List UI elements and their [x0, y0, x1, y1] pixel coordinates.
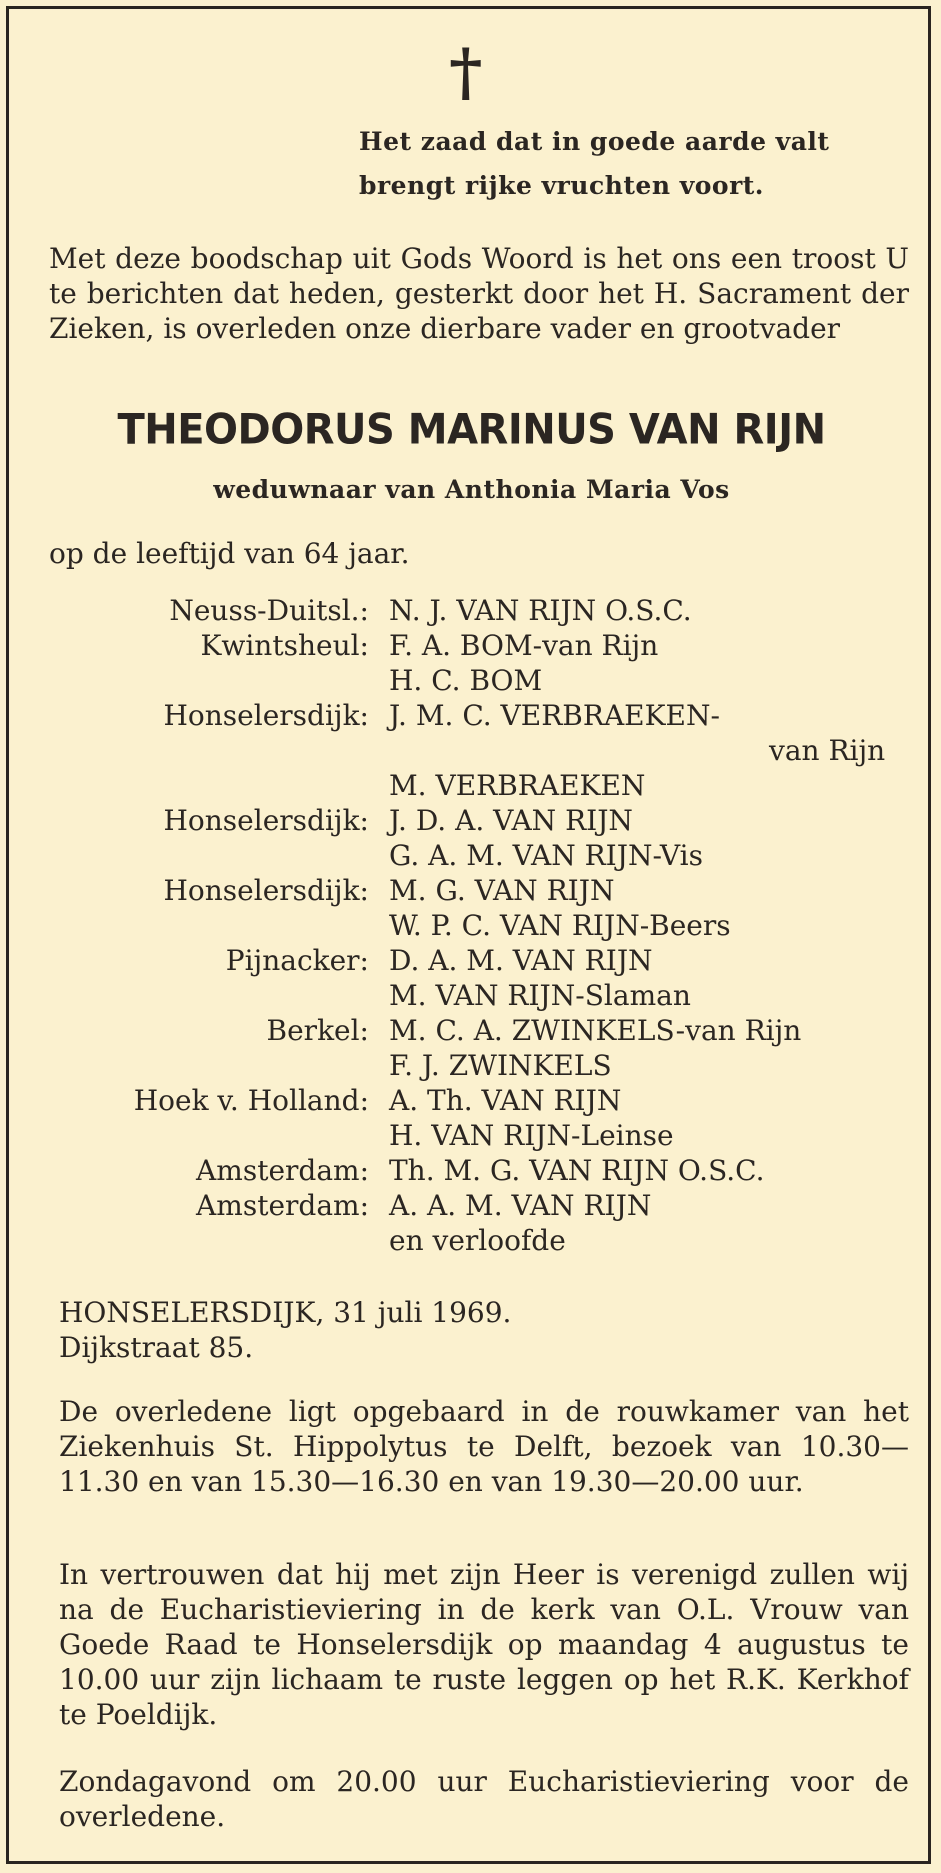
place-date: HONSELERSDIJK, 31 juli 1969. [59, 1296, 512, 1329]
cross-icon: † [449, 35, 483, 110]
family-person: en verloofde [389, 1224, 566, 1257]
memorial-card [6, 6, 931, 1864]
family-person: M. VERBRAEKEN [389, 769, 646, 802]
family-place: Honselersdijk: [163, 699, 369, 732]
family-row [9, 1084, 934, 1119]
evening-paragraph: Zondagavond om 20.00 uur Eucharistieviering voor de overledene. [59, 1765, 909, 1833]
family-row [9, 594, 934, 629]
family-person: Th. M. G. VAN RIJN O.S.C. [389, 1154, 765, 1187]
family-person: D. A. M. VAN RIJN [389, 944, 653, 977]
family-row [9, 629, 934, 664]
family-row [9, 1014, 934, 1049]
family-place: Neuss-Duitsl.: [169, 594, 369, 627]
age-line: op de leeftijd van 64 jaar. [49, 537, 410, 570]
family-place: Hoek v. Holland: [133, 1084, 369, 1117]
family-row [9, 944, 934, 979]
family-row [9, 804, 934, 839]
family-place: Amsterdam: [196, 1189, 369, 1222]
funeral-paragraph: In vertrouwen dat hij met zijn Heer is verenigd zullen wij na de Eucharistieviering in de kerk van O.L. Vrouw van Goede Raad te Honselersdijk op maandag 4 augustus te 10.00 uur zijn lichaam te ruste leggen op het R.K. Kerkhof te Poeldijk. [59, 1558, 909, 1731]
family-row [9, 909, 934, 944]
family-person: M. C. A. ZWINKELS-van Rijn [389, 1014, 802, 1047]
viewing-paragraph: De overledene ligt opgebaard in de rouwkamer van het Ziekenhuis St. Hippolytus te Delft, bezoek van 10.30—11.30 en van 15.30—16.30 en van 19.30—20.00 uur. [59, 1395, 909, 1498]
family-row [9, 874, 934, 909]
family-row [9, 979, 934, 1014]
family-person: M. G. VAN RIJN [389, 874, 615, 907]
family-place: Kwintsheul: [200, 629, 369, 662]
family-person: W. P. C. VAN RIJN-Beers [389, 909, 731, 942]
widower-line: weduwnaar van Anthonia Maria Vos [213, 475, 730, 504]
family-place: Honselersdijk: [163, 804, 369, 837]
verse-line-2: brengt rijke vruchten voort. [359, 171, 765, 200]
verse-line-1: Het zaad dat in goede aarde valt [359, 127, 830, 156]
family-row [9, 839, 934, 874]
family-row [9, 734, 934, 769]
family-place: Amsterdam: [196, 1154, 369, 1187]
family-place: Honselersdijk: [163, 874, 369, 907]
family-row [9, 699, 934, 734]
family-person: F. J. ZWINKELS [389, 1049, 612, 1082]
family-person: J. D. A. VAN RIJN [389, 804, 633, 837]
family-list [9, 594, 934, 1259]
family-person: F. A. BOM-van Rijn [389, 629, 659, 662]
address: Dijkstraat 85. [59, 1331, 254, 1364]
family-person: H. C. BOM [389, 664, 543, 697]
deceased-name: THEODORUS MARINUS VAN RIJN [117, 405, 826, 455]
family-person: M. VAN RIJN-Slaman [389, 979, 691, 1012]
family-row [9, 1189, 934, 1224]
family-place: Berkel: [266, 1014, 369, 1047]
family-row [9, 1119, 934, 1154]
intro-paragraph: Met deze boodschap uit Gods Woord is het ons een troost U te berichten dat heden, gesterkt door het H. Sacrament der Zieken, is overleden onze dierbare vader en grootvader [49, 242, 909, 345]
family-person: A. Th. VAN RIJN [389, 1084, 622, 1117]
family-place: Pijnacker: [225, 944, 369, 977]
family-row [9, 769, 934, 804]
dateline [59, 1295, 511, 1365]
family-person: N. J. VAN RIJN O.S.C. [389, 594, 692, 627]
family-row [9, 1049, 934, 1084]
family-person: H. VAN RIJN-Leinse [389, 1119, 674, 1152]
family-row [9, 1224, 934, 1259]
family-person: van Rijn [769, 734, 886, 767]
family-row [9, 1154, 934, 1189]
family-row [9, 664, 934, 699]
family-person: G. A. M. VAN RIJN-Vis [389, 839, 703, 872]
family-person: J. M. C. VERBRAEKEN- [389, 699, 720, 732]
family-person: A. A. M. VAN RIJN [389, 1189, 652, 1222]
